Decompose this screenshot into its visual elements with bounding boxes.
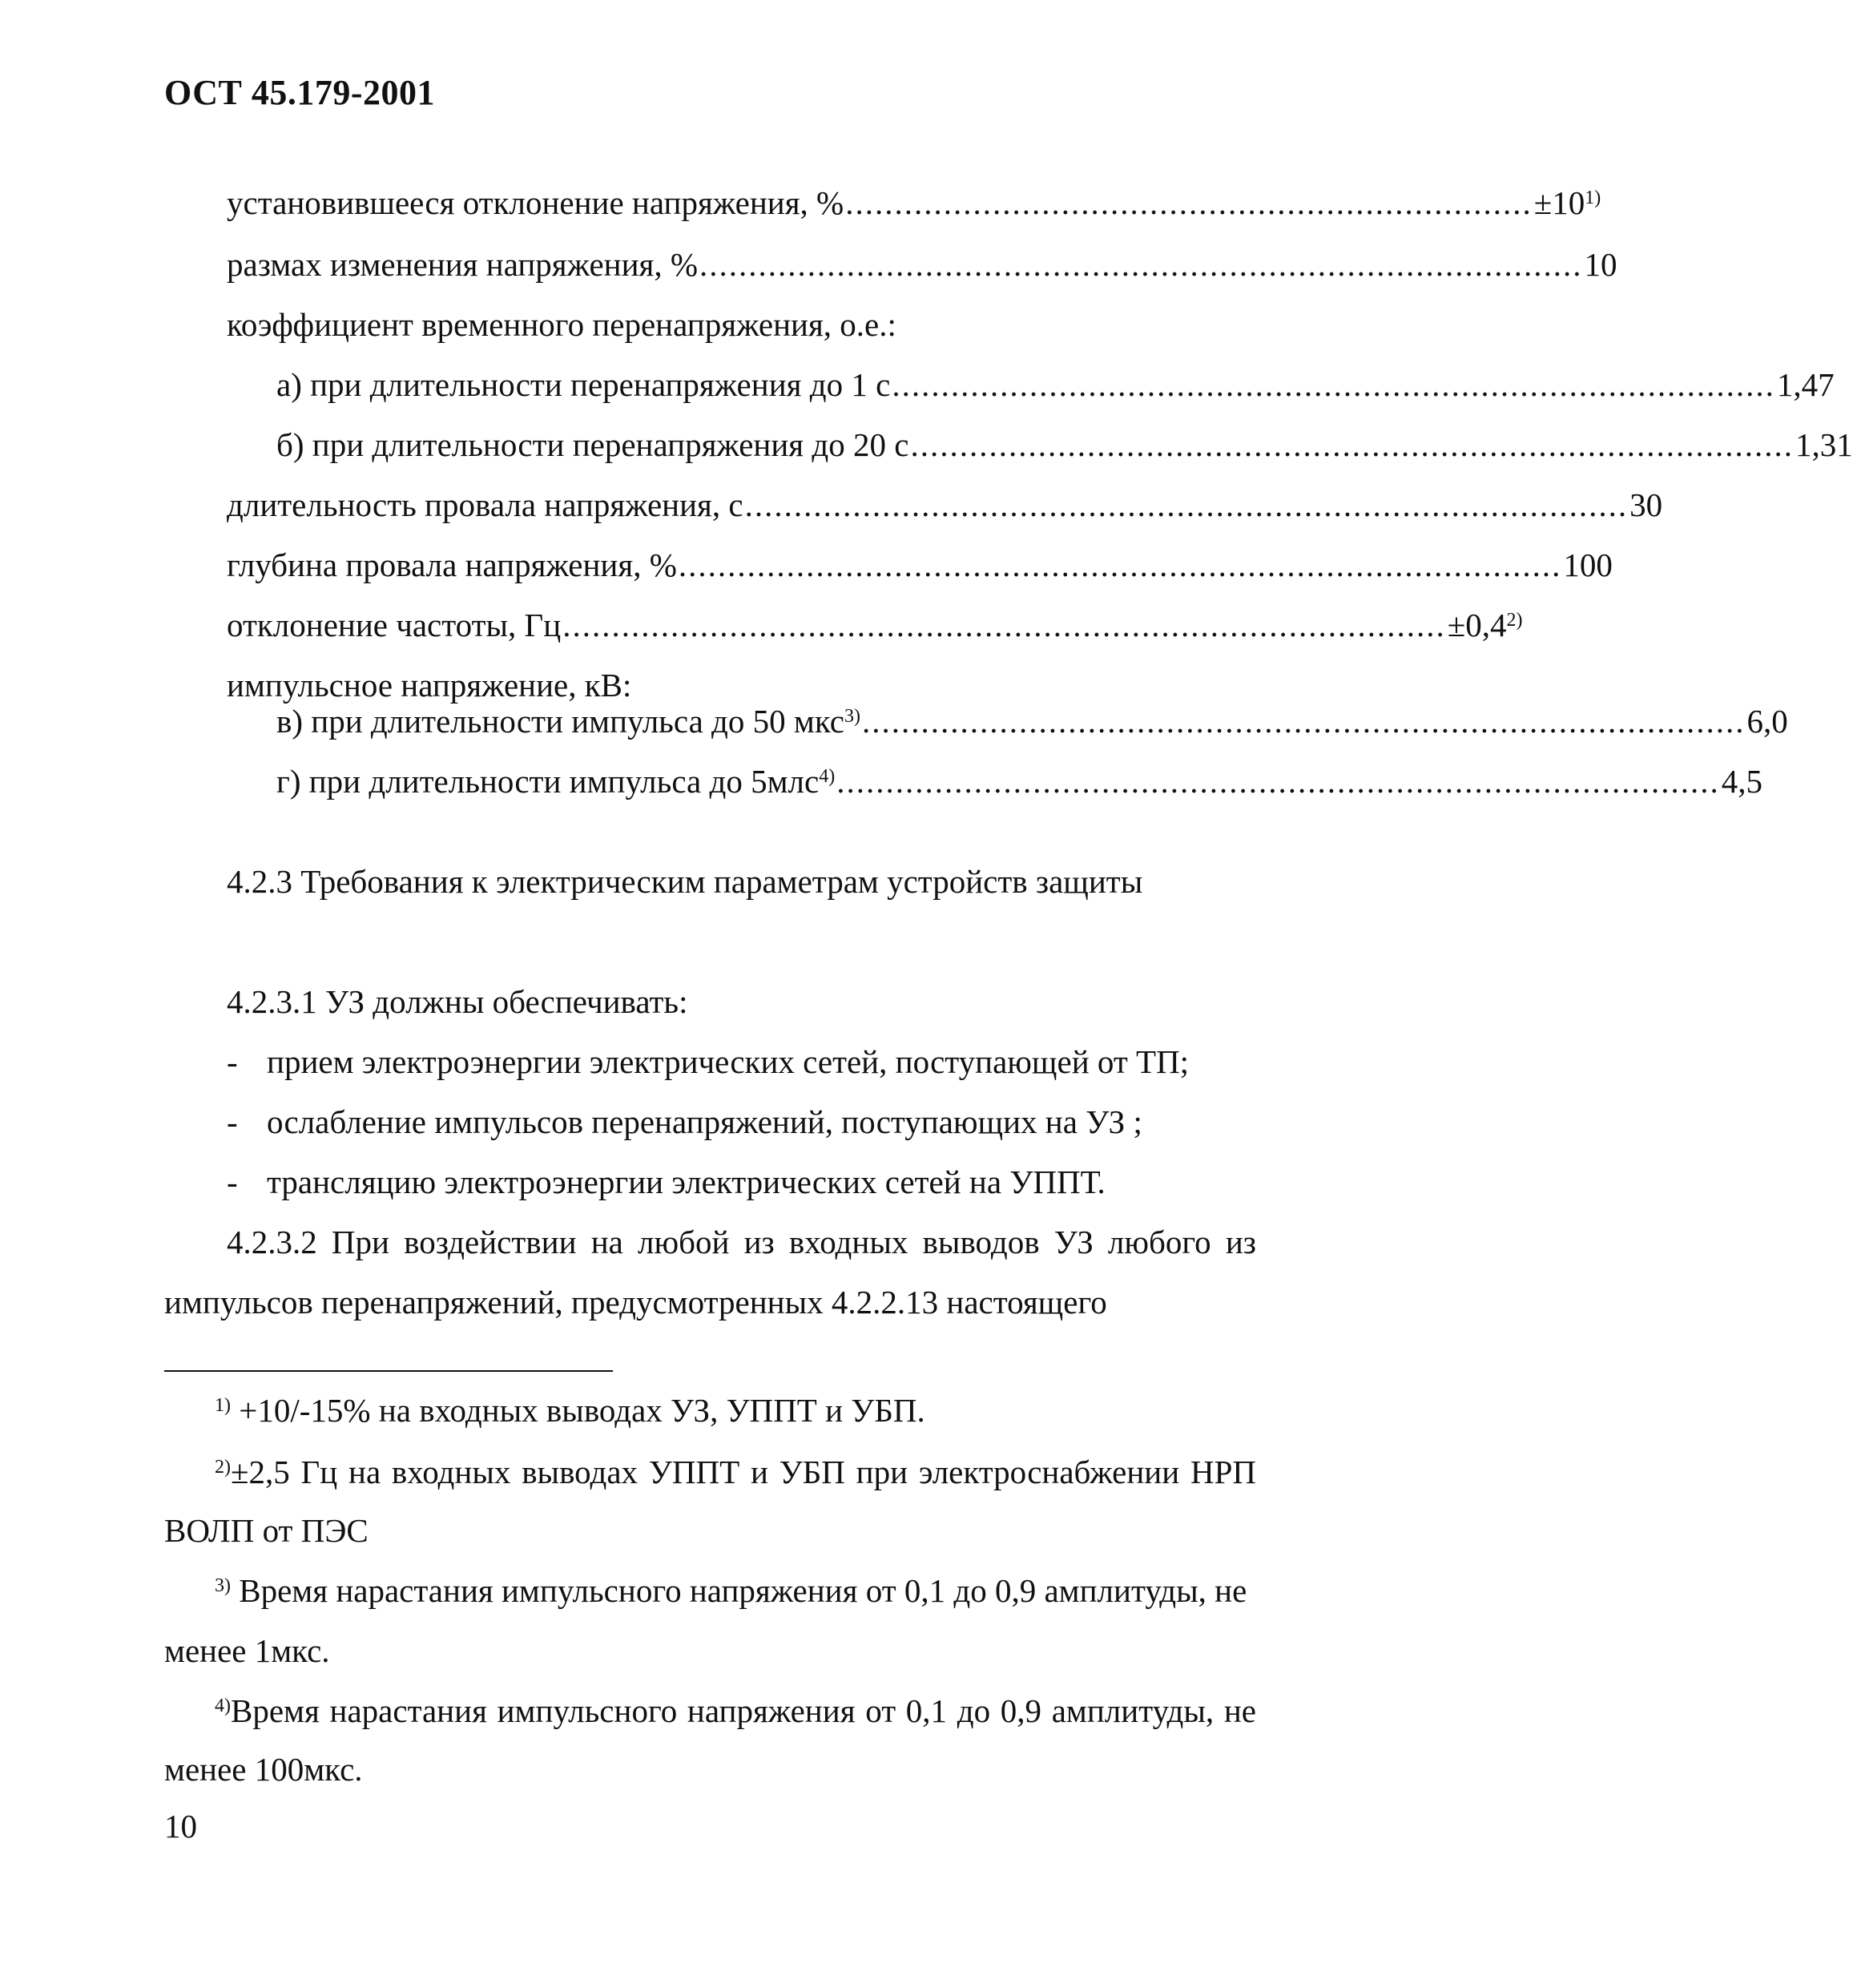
spec-label: а) при длительности перенапряжения до 1 с [276, 366, 891, 403]
footnote-ref: 1) [1585, 188, 1601, 208]
footnote-mark: 3) [215, 1575, 231, 1596]
spec-overvoltage-1s [276, 365, 1835, 405]
spec-value: 1,31 [1795, 426, 1853, 463]
footnote-3-line1: $^{3)}$ Время нарастания импульсного напряжения от 0,1 до 0,9 амплитуды, не [215, 1572, 1247, 1609]
list-item: - ослабление импульсов перенапряжений, поступающих на УЗ ; [227, 1103, 1142, 1140]
bullet-dash: - [227, 1043, 238, 1080]
spec-impulse-50us [276, 701, 1788, 741]
footnote-mark: 2) [215, 1457, 231, 1478]
bullet-dash: - [227, 1163, 238, 1200]
page-number: 10 [164, 1808, 197, 1845]
spec-overvoltage-heading: коэффициент временного перенапряжения, о.е.: [227, 306, 896, 343]
paragraph-4-2-3-1: 4.2.3.1 УЗ должны обеспечивать: [227, 983, 688, 1020]
footnote-mark: 4) [215, 1696, 231, 1716]
spec-voltage-deviation [227, 183, 1601, 223]
spec-impulse-heading: импульсное напряжение, кВ: [227, 667, 632, 704]
footnote-mark: 1) [215, 1395, 231, 1416]
document-code: ОСТ 45.179-2001 [164, 73, 436, 112]
footnote-ref: 3) [844, 706, 860, 727]
spec-value: 4,5 [1721, 763, 1762, 800]
footnote-2-line2: ВОЛП от ПЭС [164, 1512, 369, 1549]
dot-leader: .......................................................................................... [678, 546, 1562, 583]
dot-leader: .......................................................................................... [910, 426, 1794, 463]
footnote-3-line2: менее 1мкс. [164, 1632, 330, 1669]
dot-leader: ...................................................................... [845, 184, 1533, 221]
spec-label: в) при длительности импульса до 50 мкс$^{3)}$ [276, 703, 860, 740]
dot-leader: .......................................................................................... [699, 246, 1583, 283]
spec-value: 30 [1629, 486, 1663, 523]
paragraph-4-2-3-2-line2: импульсов перенапряжений, предусмотренных 4.2.2.13 настоящего [164, 1284, 1107, 1321]
footnote-4-line1: $^{4)}$Время нарастания импульсного напряжения от 0,1 до 0,9 амплитуды, не [215, 1692, 1256, 1729]
spec-value: 100 [1563, 546, 1613, 583]
spec-label: длительность провала напряжения, с [227, 486, 743, 523]
footnote-2-line1: $^{2)}$±2,5 Гц на входных выводах УППТ и УБП при электроснабжении НРП [215, 1454, 1256, 1490]
spec-label: глубина провала напряжения, % [227, 546, 677, 583]
spec-label: б) при длительности перенапряжения до 20 с [276, 426, 909, 463]
spec-overvoltage-20s [276, 425, 1853, 465]
footnote-ref: 4) [819, 766, 836, 787]
dot-leader: .......................................................................................... [562, 607, 1446, 643]
spec-dip-depth [227, 545, 1613, 585]
spec-label: размах изменения напряжения, % [227, 246, 699, 283]
footnote-ref: 2) [1506, 610, 1523, 631]
dot-leader: .......................................................................................... [861, 703, 1746, 740]
footnote-1: $^{1)}$ +10/-15% на входных выводах УЗ, УППТ и УБП. [215, 1392, 925, 1429]
spec-frequency-deviation [227, 605, 1523, 645]
spec-label: г) при длительности импульса до 5млс$^{4)}$ [276, 763, 836, 800]
dot-leader: .......................................................................................... [744, 486, 1629, 523]
spec-label: установившееся отклонение напряжения, % [227, 184, 844, 221]
footnote-4-line2: менее 100мкс. [164, 1751, 363, 1788]
dot-leader: .......................................................................................... [892, 366, 1775, 403]
spec-label: отклонение частоты, Гц [227, 607, 562, 643]
spec-value: 6,0 [1746, 703, 1788, 740]
spec-value: $\pm 10^{1)}$ [1533, 184, 1601, 221]
spec-voltage-swing [227, 244, 1617, 284]
list-item: - прием электроэнергии электрических сетей, поступающей от ТП; [227, 1043, 1190, 1080]
spec-dip-duration [227, 485, 1663, 525]
bullet-dash: - [227, 1103, 238, 1140]
spec-impulse-5ms [276, 761, 1762, 801]
spec-value: 10 [1584, 246, 1617, 283]
paragraph-4-2-3-2-line1: 4.2.3.2 При воздействии на любой из входных выводов УЗ любого из [227, 1224, 1256, 1260]
dot-leader: .......................................................................................... [836, 763, 1720, 800]
list-item: - трансляцию электроэнергии электрических сетей на УППТ. [227, 1163, 1106, 1200]
section-heading: 4.2.3 Требования к электрическим параметрам устройств защиты [227, 863, 1143, 900]
spec-value: 1,47 [1776, 366, 1835, 403]
footnote-separator [164, 1370, 613, 1372]
spec-value: $\pm 0,4^{2)}$ [1447, 607, 1523, 643]
